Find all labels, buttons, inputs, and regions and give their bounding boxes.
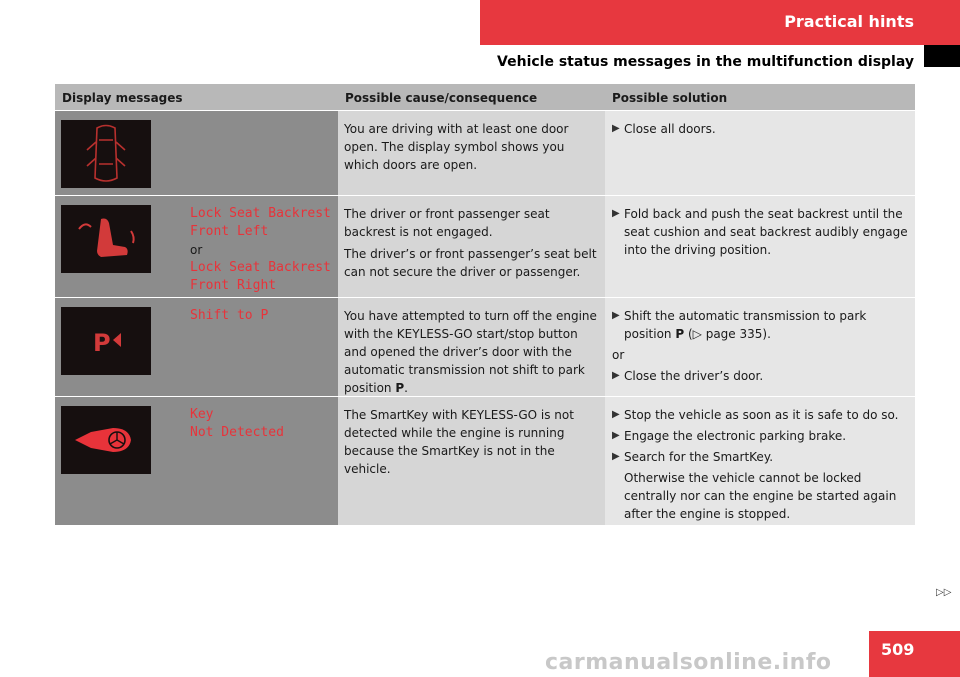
display-message: Shift to P bbox=[190, 308, 269, 323]
svg-text:P: P bbox=[93, 329, 111, 357]
display-cell bbox=[55, 111, 338, 195]
solution-step: ▶ Stop the vehicle as soon as it is safe to do so. bbox=[612, 408, 899, 422]
display-message: Key Not Detected bbox=[190, 407, 284, 440]
cause-cell bbox=[338, 111, 605, 195]
solution-note: Otherwise the vehicle cannot be locked centrally nor can the engine be started again after the engine is stopped. bbox=[624, 471, 897, 521]
solution-step: ▶ Close the driver’s door. bbox=[612, 369, 764, 383]
display-cell bbox=[55, 298, 338, 396]
solution-cell bbox=[605, 397, 915, 525]
smartkey-icon bbox=[61, 406, 151, 474]
page-number: 509 bbox=[869, 631, 960, 677]
step-arrow-icon: ▶ bbox=[612, 409, 620, 420]
solution-step: ▶ Fold back and push the seat backrest until the seat cushion and seat backrest audibly engage into the driving position. bbox=[612, 207, 908, 257]
cause-cell bbox=[338, 298, 605, 396]
page-title: Vehicle status messages in the multifunction display bbox=[497, 54, 914, 70]
cause-text: The driver or front passenger seat backrest is not engaged. bbox=[344, 207, 550, 239]
cause-cell bbox=[338, 196, 605, 297]
thumb-marker bbox=[924, 45, 960, 67]
step-arrow-icon: ▶ bbox=[612, 430, 620, 441]
or-separator: or bbox=[612, 348, 625, 362]
solution-step: ▶ Shift the automatic transmission to park position P (▷ page 335). bbox=[612, 309, 867, 341]
cause-text: The driver’s or front passenger’s seat belt can not secure the driver or passenger. bbox=[344, 247, 597, 279]
park-p-icon bbox=[61, 307, 151, 375]
display-message: Lock Seat Backrest Front Left or Lock Seat Backrest Front Right bbox=[190, 206, 331, 293]
cause-text: You are driving with at least one door open. The display symbol shows you which doors are open. bbox=[344, 122, 569, 172]
step-arrow-icon: ▶ bbox=[612, 208, 620, 219]
solution-cell bbox=[605, 298, 915, 396]
solution-step: ▶ Search for the SmartKey. bbox=[612, 450, 774, 464]
table-row bbox=[55, 297, 915, 396]
step-arrow-icon: ▶ bbox=[612, 370, 620, 381]
solution-cell bbox=[605, 196, 915, 297]
section-tab bbox=[480, 0, 960, 45]
watermark: carmanualsonline.info bbox=[545, 650, 832, 675]
section-title: Practical hints bbox=[784, 12, 914, 31]
solution-step: ▶ Engage the electronic parking brake. bbox=[612, 429, 847, 443]
cause-text: You have attempted to turn off the engine with the KEYLESS-GO start/stop button and opened the driver’s door with the automatic transmission not shift to park position P. bbox=[344, 309, 597, 395]
table-row bbox=[55, 396, 915, 525]
continue-arrow-icon: ▷▷ bbox=[936, 587, 952, 598]
table-row bbox=[55, 195, 915, 297]
solution-cell bbox=[605, 111, 915, 195]
column-header-cause: Possible cause/consequence bbox=[345, 91, 538, 105]
status-messages-table bbox=[55, 84, 915, 525]
cause-text: The SmartKey with KEYLESS-GO is not detected while the engine is running because the SmartKey is not in the vehicle. bbox=[344, 408, 574, 476]
column-header-display: Display messages bbox=[62, 91, 183, 105]
table-row bbox=[55, 110, 915, 195]
table-header bbox=[55, 84, 915, 110]
cause-cell bbox=[338, 397, 605, 525]
car-doors-open-icon bbox=[61, 120, 151, 188]
display-cell bbox=[55, 397, 338, 525]
seat-backrest-icon bbox=[61, 205, 151, 273]
step-arrow-icon: ▶ bbox=[612, 451, 620, 462]
solution-step: ▶ Close all doors. bbox=[612, 122, 716, 136]
display-cell bbox=[55, 196, 338, 297]
step-arrow-icon: ▶ bbox=[612, 123, 620, 134]
column-header-solution: Possible solution bbox=[612, 91, 728, 105]
step-arrow-icon: ▶ bbox=[612, 310, 620, 321]
